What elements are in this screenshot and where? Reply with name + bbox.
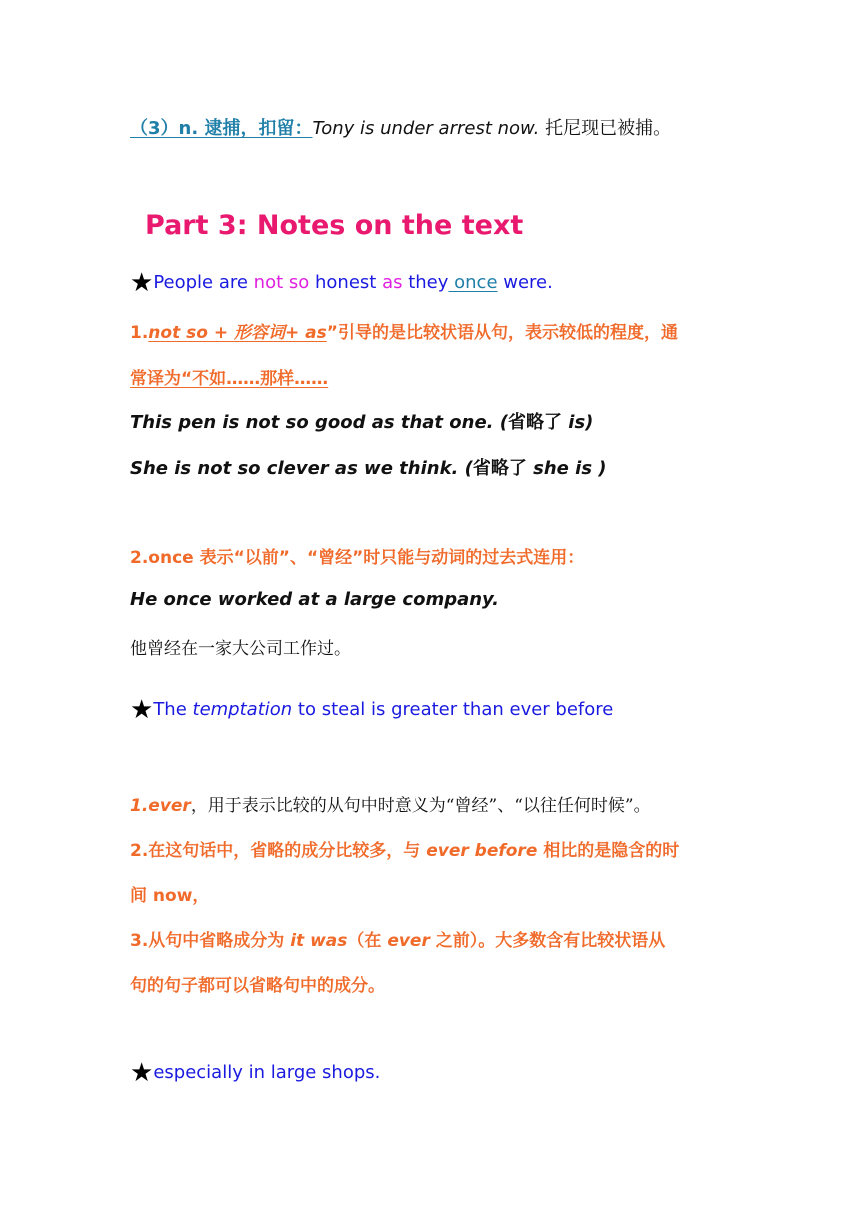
s2-part: The [153, 699, 193, 720]
ever-note3-d: ever [387, 931, 430, 951]
note1-number: 1. [130, 323, 149, 343]
s1-word: they [402, 272, 449, 293]
ever-note3-a: 3.从句中省略成分为 [130, 931, 291, 951]
arrest-sense-label: （3）n. 逮捕，扣留： [130, 118, 313, 139]
star-icon: ★ [130, 1058, 154, 1088]
ever-note-2-line1 [130, 836, 679, 861]
note1-line1 [130, 318, 678, 343]
key-sentence-1 [130, 270, 553, 296]
ever-note-1 [130, 791, 651, 816]
note1-rest: ”引导的是比较状语从句，表示较低的程度，通 [326, 323, 678, 343]
example2-tail: she is ) [526, 458, 607, 479]
s2-part: ater than ever before [420, 699, 614, 720]
s1-word: honest [309, 272, 383, 293]
ever-note1-rest: ，用于表示比较的从句中时意义为“曾经”、“以往任何时候”。 [190, 796, 651, 816]
example-1 [130, 408, 593, 434]
ever-note3-b: it was [290, 931, 348, 951]
example1-tail: is) [562, 412, 594, 433]
key-sentence-2 [130, 697, 613, 723]
ever-note-3-line2: 句的句子都可以省略句中的成分。 [130, 976, 385, 996]
arrest-example: Tony is under arrest now. [312, 118, 540, 139]
ever-note2-c: 相比的是隐含的时 [537, 841, 680, 861]
ever-note3-c: （在 [347, 931, 388, 951]
example-2 [130, 454, 607, 480]
s1-word: People are [153, 272, 254, 293]
star-icon: ★ [130, 268, 154, 298]
example-3-translation: 他曾经在一家大公司工作过。 [130, 639, 351, 659]
s1-as: as [382, 272, 403, 293]
star-icon: ★ [130, 695, 154, 725]
s3-text: especially in large shops. [153, 1062, 381, 1083]
arrest-translation: 托尼现已被捕。 [545, 118, 672, 139]
ever-note3-e: 之前）。大多数含有比较状语从 [429, 931, 666, 951]
s1-not-so: not so [253, 272, 310, 293]
ever-note1-number: 1.ever [130, 796, 191, 816]
note2-rest: 表示“以前”、“曾经”时只能与动词的过去式连用： [193, 548, 585, 568]
arrest-definition-line [130, 114, 671, 140]
note2 [130, 543, 584, 568]
example-3: He once worked at a large company. [130, 589, 499, 610]
ever-note-3-line1 [130, 926, 665, 951]
example2-zh: 省略了 [472, 458, 527, 479]
ever-note-2-line2: 间 now， [130, 886, 210, 906]
example2-text: She is not so clever as we think. ( [130, 458, 473, 479]
note2-number: 2.once [130, 548, 194, 568]
ever-note2-b: ever before [426, 841, 538, 861]
s2-part: to steal is gre [292, 699, 421, 720]
note1-line2: 常译为“不如……那样…… [130, 369, 329, 389]
s1-word: were. [497, 272, 553, 293]
example1-text: This pen is not so good as that one. ( [130, 412, 509, 433]
part3-heading: Part 3: Notes on the text [145, 210, 524, 241]
note1-phrase: not so + 形容词+ as [148, 323, 327, 343]
example1-zh: 省略了 [508, 412, 563, 433]
key-sentence-3 [130, 1060, 380, 1086]
ever-note2-a: 2.在这句话中，省略的成分比较多，与 [130, 841, 427, 861]
s1-once: once [448, 272, 498, 293]
s2-temptation: temptation [192, 699, 293, 720]
